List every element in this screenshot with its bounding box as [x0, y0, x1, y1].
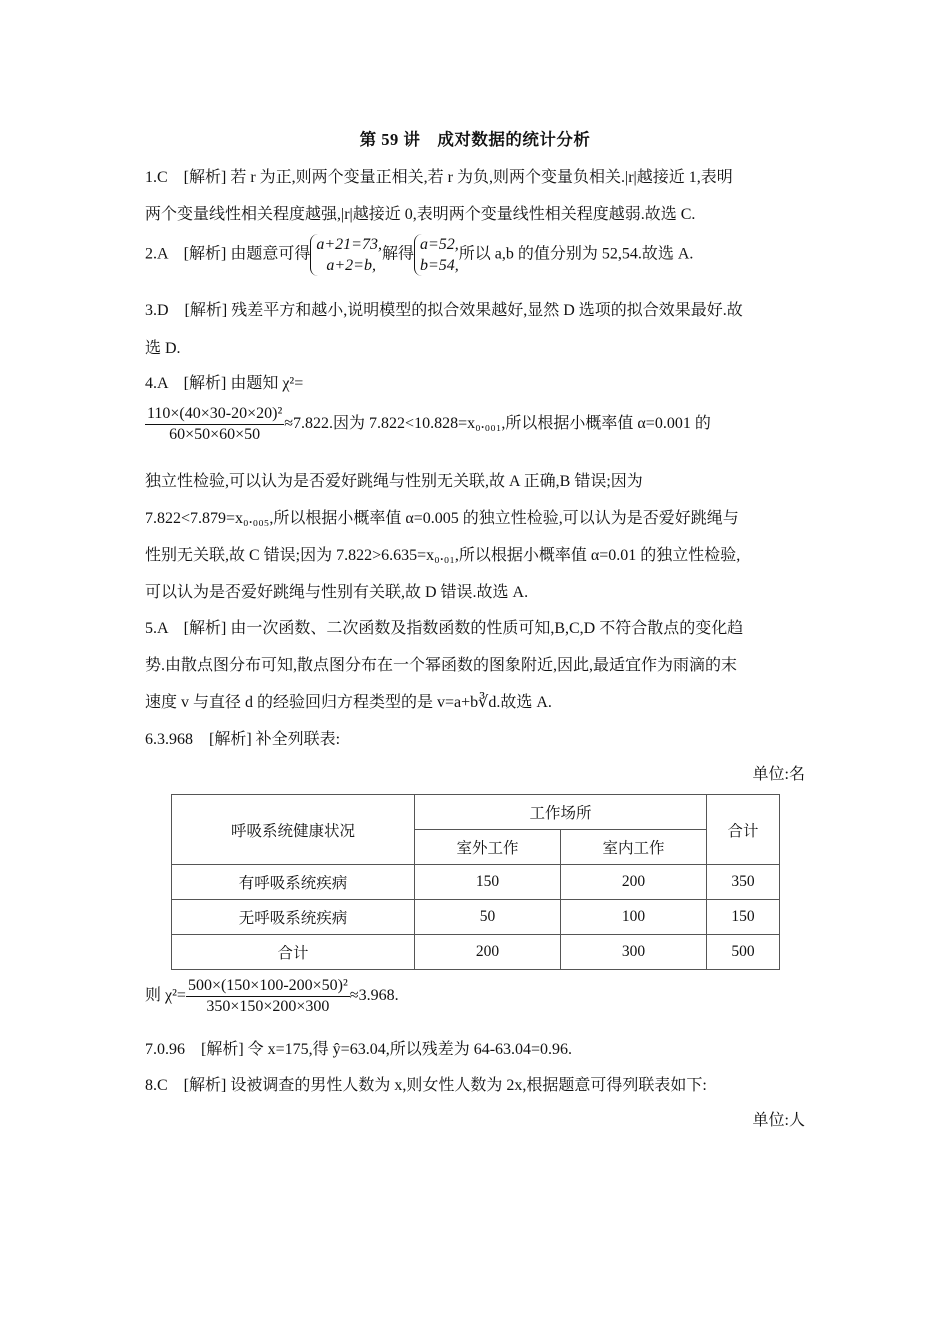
table-header-status: 呼吸系统健康状况: [172, 795, 415, 865]
q6-line-1: 6.3.968 [解析] 补全列联表:: [145, 731, 341, 748]
table-header-workplace: 工作场所: [415, 795, 707, 830]
q4-formula-line: [145, 404, 711, 445]
q4-line-5: 性别无关联,故 C 错误;因为 7.822>6.635=x₀.₀₁,所以根据小概率值 α=0.01 的独立性检验,: [145, 547, 741, 564]
q4-line-6: 可以认为是否爱好跳绳与性别有关联,故 D 错误.故选 A.: [145, 584, 529, 601]
q2-tail: 所以 a,b 的值分别为 52,54.故选 A.: [458, 245, 694, 263]
q6-chi-square-fraction: $\frac{\text{500×(150×100-200×50)²}}{350\times 150\times 200\times 300}$: [187, 977, 348, 1015]
q1-line-1: 1.C [解析] 若 r 为正,则两个变量正相关,若 r 为负,则两个变量负相关.|r|越接近 1,表明: [145, 169, 733, 186]
q5-line-3: 速度 v 与直径 d 的经验回归方程类型的是 v=a+b∛d.故选 A.: [145, 694, 552, 711]
table-row: 有呼吸系统疾病 150 200 350: [172, 865, 780, 900]
q3-line-2: 选 D.: [145, 340, 181, 357]
q2-line: [145, 234, 693, 276]
q4-line-4: 7.822<7.879=x₀.₀₀₅,所以根据小概率值 α=0.005 的独立性检验,可以认为是否爱好跳绳与: [145, 510, 739, 527]
page-title: 第 59 讲 成对数据的统计分析: [359, 130, 591, 149]
q2-lead: 2.A [解析] 由题意可得: [145, 245, 311, 263]
q4-chi-square-fraction: $\frac{\text{110×(40×30-20×20)²}}{60\times 50\times 60\times 50}$: [147, 405, 283, 443]
table-row: 合计 200 300 500: [172, 935, 780, 970]
q8-line-1: 8.C [解析] 设被调查的男性人数为 x,则女性人数为 2x,根据题意可得列联表如下:: [145, 1077, 707, 1094]
table-header-total: 合计: [707, 795, 780, 865]
q1-line-2: 两个变量线性相关程度越强,|r|越接近 0,表明两个变量线性相关程度越弱.故选 C.: [145, 206, 696, 223]
q6-unit: 单位:名: [752, 766, 805, 783]
q5-line-1: 5.A [解析] 由一次函数、二次函数及指数函数的性质可知,B,C,D 不符合散点的变化趋: [145, 620, 744, 637]
q6-chi-lead: 则 χ²=: [145, 987, 186, 1005]
contingency-table: [171, 794, 780, 970]
q5-line-2: 势.由散点图分布可知,散点图分布在一个幂函数的图象附近,因此,最适宜作为雨滴的末: [145, 657, 738, 674]
q3-line-1: 3.D [解析] 残差平方和越小,说明模型的拟合效果越好,显然 D 选项的拟合效果最好.故: [145, 302, 743, 319]
q2-solution-system: a=52, b=54,: [414, 234, 459, 276]
q7-line-1: 7.0.96 [解析] 令 x=175,得 ŷ=63.04,所以残差为 64-63.04=0.96.: [145, 1041, 573, 1058]
table-header-indoor: 室内工作: [561, 830, 707, 865]
q4-line-3: 独立性检验,可以认为是否爱好跳绳与性别无关联,故 A 正确,B 错误;因为: [145, 473, 643, 490]
q6-chi-tail: ≈3.968.: [349, 987, 399, 1005]
table-row: 无呼吸系统疾病 50 100 150: [172, 900, 780, 935]
q2-equation-system: a+21=73, a+2=b,: [310, 234, 382, 276]
q2-mid: 解得: [381, 245, 414, 263]
q4-after: ≈7.822.因为 7.822<10.828=x₀.₀₀₁,所以根据小概率值 α=0.001 的: [284, 415, 711, 433]
table-header-outdoor: 室外工作: [415, 830, 561, 865]
q8-unit: 单位:人: [752, 1112, 805, 1129]
q4-line-1: 4.A [解析] 由题知 χ²=: [145, 375, 304, 392]
q6-chi-line: [145, 976, 399, 1017]
